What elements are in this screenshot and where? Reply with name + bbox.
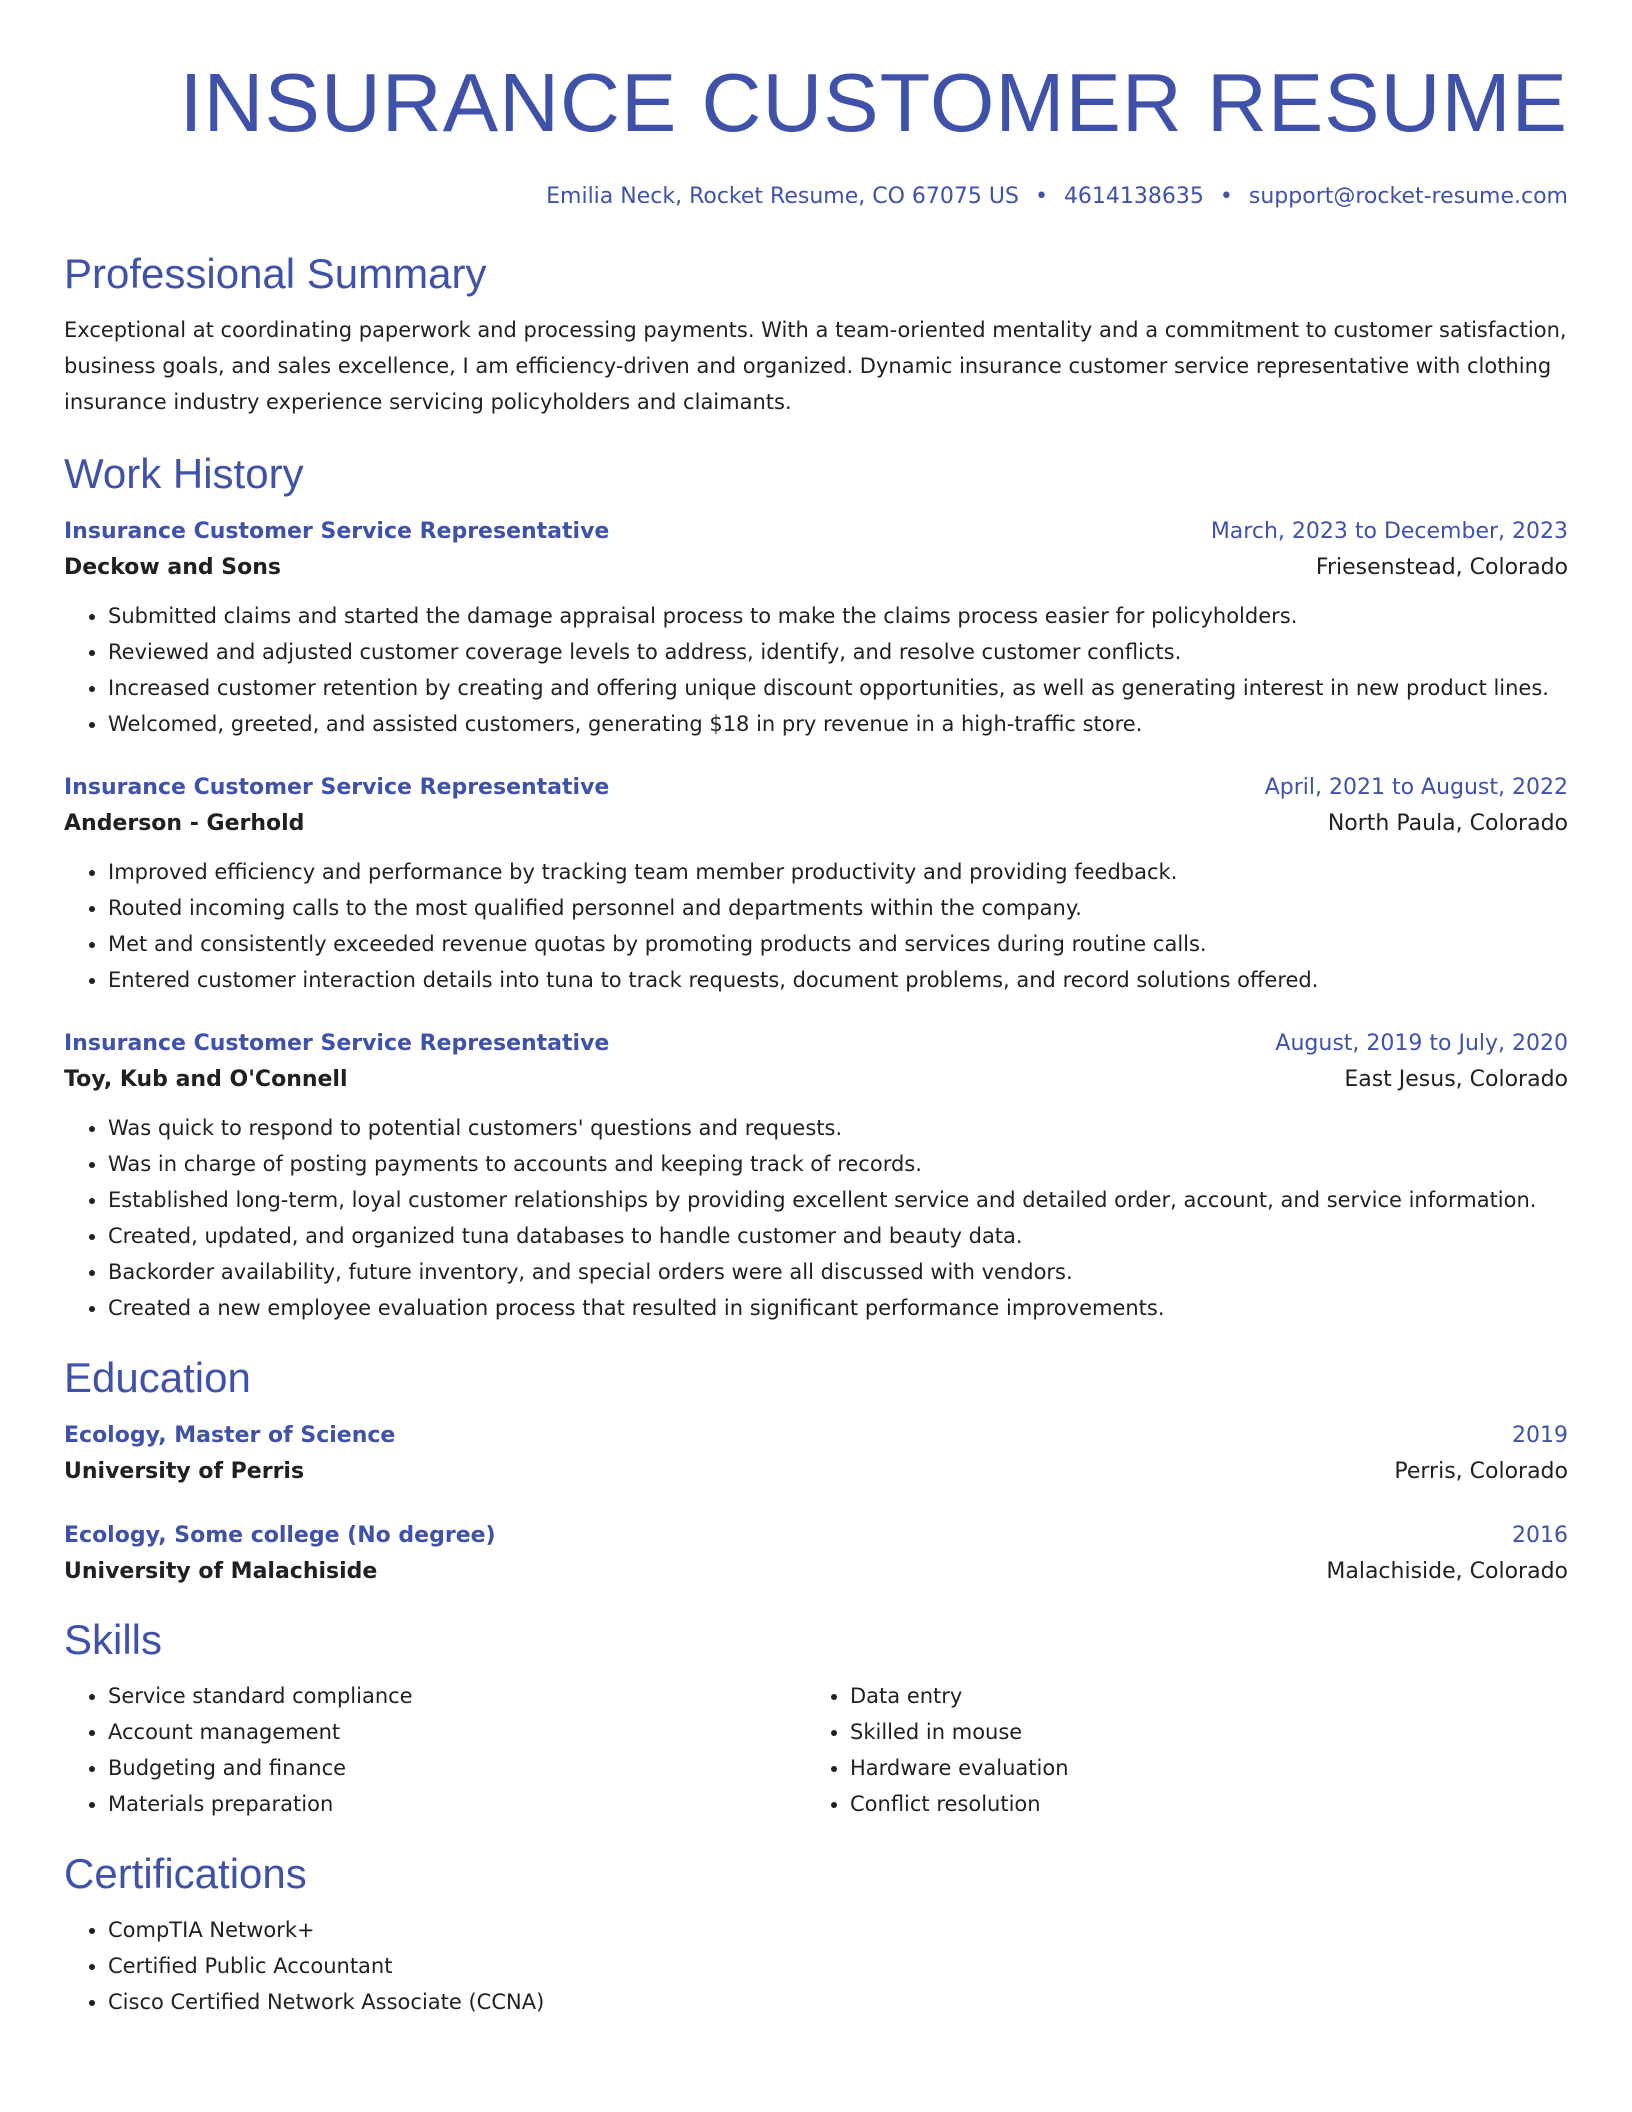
job-company: Anderson - Gerhold bbox=[64, 811, 305, 836]
job-bullets bbox=[64, 1110, 1568, 1326]
job-title: Insurance Customer Service Representative bbox=[64, 519, 610, 544]
certification-item: • CompTIA Network+ bbox=[108, 1912, 1568, 1948]
summary-text: Exceptional at coordinating paperwork and processing payments. With a team-oriented mentality and a commitment to customer satisfaction, business goals, and sales excellence, I am efficiency-driven and organized. Dynamic insurance customer service representative with clothing insurance industry experience servicing policyholders and claimants. bbox=[64, 318, 1567, 414]
job-dates: April, 2021 to August, 2022 bbox=[1264, 775, 1568, 800]
certifications-section bbox=[64, 1848, 1568, 2020]
contact-address: Emilia Neck, Rocket Resume, CO 67075 US bbox=[546, 184, 1019, 209]
job-bullets bbox=[64, 598, 1568, 742]
job-company: Toy, Kub and O'Connell bbox=[64, 1067, 348, 1092]
skills-section bbox=[64, 1614, 1568, 1822]
contact-line bbox=[64, 182, 1568, 212]
work-section bbox=[64, 448, 1568, 1326]
job-bullet: • Backorder availability, future inventory, and special orders were all discussed with vendors. bbox=[108, 1254, 1568, 1290]
job-dates: August, 2019 to July, 2020 bbox=[1275, 1031, 1568, 1056]
job-title: Insurance Customer Service Representative bbox=[64, 1031, 610, 1056]
skills-list bbox=[64, 1678, 806, 1822]
job-location: East Jesus, Colorado bbox=[1344, 1067, 1568, 1092]
certifications-list bbox=[64, 1912, 1568, 2020]
education-school: University of Perris bbox=[64, 1459, 305, 1484]
education-header bbox=[64, 1418, 1568, 1454]
job-title: Insurance Customer Service Representative bbox=[64, 775, 610, 800]
job-bullet: • Increased customer retention by creating and offering unique discount opportunities, as well as generating interest in new product lines. bbox=[108, 670, 1568, 706]
skills-heading: Skills bbox=[64, 1616, 163, 1663]
education-entry bbox=[64, 1418, 1568, 1490]
skill-item: • Service standard compliance bbox=[108, 1678, 806, 1714]
education-year: 2016 bbox=[1512, 1523, 1568, 1548]
education-school: University of Malachiside bbox=[64, 1559, 378, 1584]
skill-item: • Account management bbox=[108, 1714, 806, 1750]
certifications-heading: Certifications bbox=[64, 1850, 307, 1897]
education-entry bbox=[64, 1518, 1568, 1590]
job-header bbox=[64, 1026, 1568, 1062]
job-dates: March, 2023 to December, 2023 bbox=[1210, 519, 1568, 544]
job-location: North Paula, Colorado bbox=[1327, 811, 1568, 836]
skill-item: • Budgeting and finance bbox=[108, 1750, 806, 1786]
job-subheader bbox=[64, 550, 1568, 586]
job-entry bbox=[64, 1026, 1568, 1326]
education-year: 2019 bbox=[1512, 1423, 1568, 1448]
education-subheader bbox=[64, 1554, 1568, 1590]
job-bullets bbox=[64, 854, 1568, 998]
contact-phone: 4614138635 bbox=[1063, 184, 1204, 209]
job-bullet: • Routed incoming calls to the most qualified personnel and departments within the company. bbox=[108, 890, 1568, 926]
skill-item: • Hardware evaluation bbox=[850, 1750, 1548, 1786]
skill-item: • Materials preparation bbox=[108, 1786, 806, 1822]
job-header bbox=[64, 770, 1568, 806]
skills-column-left bbox=[64, 1678, 806, 1822]
resume-page bbox=[64, 0, 1568, 2020]
education-heading: Education bbox=[64, 1354, 251, 1401]
contact-separator: • bbox=[1219, 184, 1233, 209]
contact-email: support@rocket-resume.com bbox=[1248, 184, 1568, 209]
job-bullet: • Improved efficiency and performance by tracking team member productivity and providing feedback. bbox=[108, 854, 1568, 890]
job-bullet: • Was quick to respond to potential customers' questions and requests. bbox=[108, 1110, 1568, 1146]
skills-list bbox=[806, 1678, 1548, 1822]
job-entry bbox=[64, 514, 1568, 742]
resume-title: INSURANCE CUSTOMER RESUME bbox=[179, 56, 1568, 149]
certification-item: • Cisco Certified Network Associate (CCNA) bbox=[108, 1984, 1568, 2020]
job-bullet: • Reviewed and adjusted customer coverage levels to address, identify, and resolve customer conflicts. bbox=[108, 634, 1568, 670]
skill-item: • Skilled in mouse bbox=[850, 1714, 1548, 1750]
job-bullet: • Entered customer interaction details into tuna to track requests, document problems, and record solutions offered. bbox=[108, 962, 1568, 998]
job-company: Deckow and Sons bbox=[64, 555, 281, 580]
certification-item: • Certified Public Accountant bbox=[108, 1948, 1568, 1984]
job-header bbox=[64, 514, 1568, 550]
education-section bbox=[64, 1352, 1568, 1590]
contact-separator: • bbox=[1034, 184, 1048, 209]
education-header bbox=[64, 1518, 1568, 1554]
job-entry bbox=[64, 770, 1568, 998]
job-bullet: • Submitted claims and started the damage appraisal process to make the claims process easier for policyholders. bbox=[108, 598, 1568, 634]
job-subheader bbox=[64, 1062, 1568, 1098]
work-heading: Work History bbox=[64, 450, 304, 497]
job-subheader bbox=[64, 806, 1568, 842]
job-bullet: • Was in charge of posting payments to accounts and keeping track of records. bbox=[108, 1146, 1568, 1182]
education-location: Perris, Colorado bbox=[1394, 1459, 1568, 1484]
skills-column-right bbox=[806, 1678, 1548, 1822]
skills-grid bbox=[64, 1678, 1568, 1822]
education-degree: Ecology, Some college (No degree) bbox=[64, 1523, 496, 1548]
skill-item: • Conflict resolution bbox=[850, 1786, 1548, 1822]
job-bullet: • Welcomed, greeted, and assisted customers, generating $18 in pry revenue in a high-traffic store. bbox=[108, 706, 1568, 742]
summary-heading: Professional Summary bbox=[64, 250, 487, 297]
summary-section bbox=[64, 248, 1568, 420]
job-bullet: • Met and consistently exceeded revenue quotas by promoting products and services during routine calls. bbox=[108, 926, 1568, 962]
skill-item: • Data entry bbox=[850, 1678, 1548, 1714]
education-subheader bbox=[64, 1454, 1568, 1490]
job-location: Friesenstead, Colorado bbox=[1315, 555, 1568, 580]
education-degree: Ecology, Master of Science bbox=[64, 1423, 396, 1448]
job-bullet: • Established long-term, loyal customer relationships by providing excellent service and detailed order, account, and service information. bbox=[108, 1182, 1568, 1218]
job-bullet: • Created a new employee evaluation process that resulted in significant performance improvements. bbox=[108, 1290, 1568, 1326]
job-bullet: • Created, updated, and organized tuna databases to handle customer and beauty data. bbox=[108, 1218, 1568, 1254]
education-location: Malachiside, Colorado bbox=[1326, 1559, 1568, 1584]
